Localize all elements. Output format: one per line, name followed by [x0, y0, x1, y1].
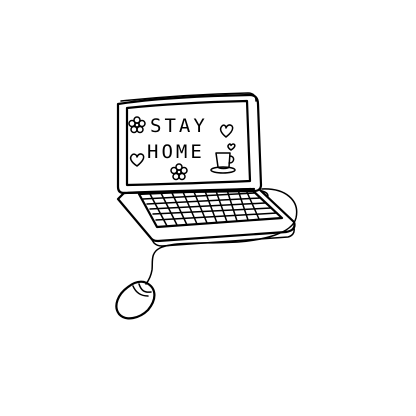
coffee-cup-icon — [211, 153, 235, 173]
flower-icon-bottom — [171, 164, 187, 180]
heart-icon-top-right — [221, 125, 233, 137]
screen-text-line2: HOME — [147, 141, 205, 163]
computer-mouse-icon — [116, 282, 154, 319]
screen-text-line1: STAY — [150, 115, 208, 137]
laptop-base — [118, 190, 295, 241]
heart-icon-left — [131, 154, 144, 166]
flower-icon-top-left — [129, 117, 145, 133]
heart-icon-small — [228, 144, 235, 150]
